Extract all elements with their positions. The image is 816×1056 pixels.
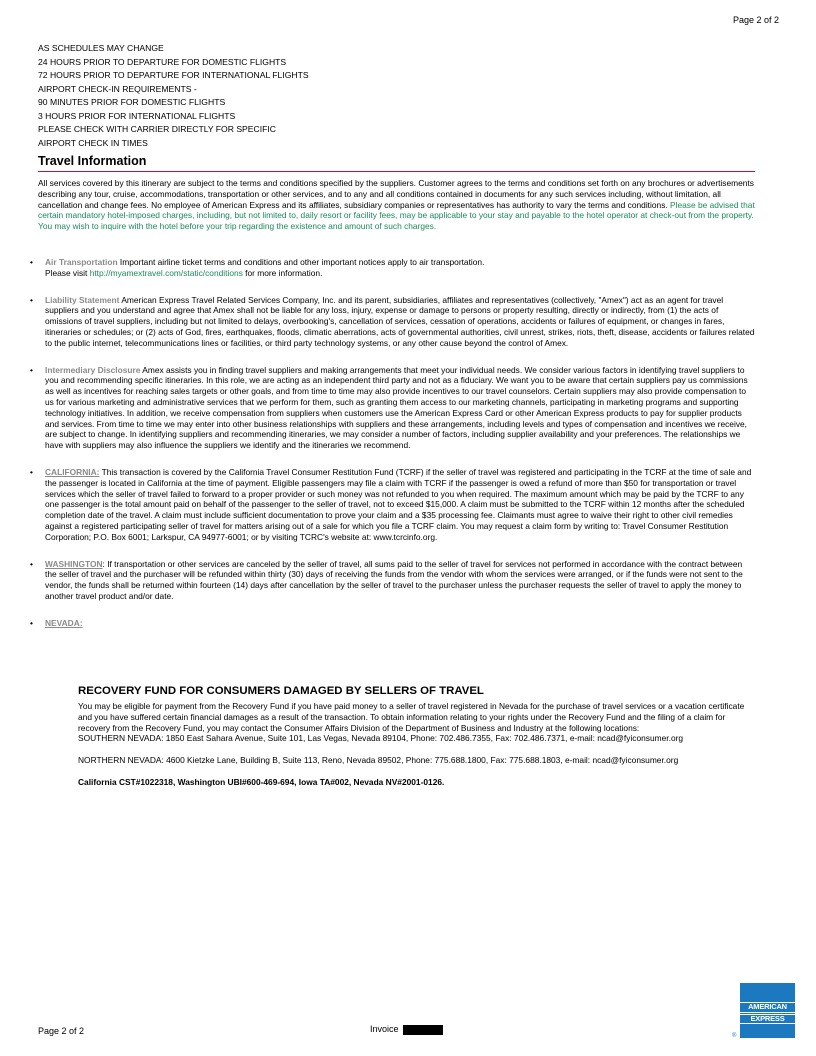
check-in-line: 90 MINUTES PRIOR FOR DOMESTIC FLIGHTS [38, 97, 226, 107]
bullet-dot: • [30, 257, 33, 267]
bullet-label: Air Transportation [45, 257, 118, 267]
invoice-footer [370, 1024, 443, 1035]
bullet-nevada [30, 618, 756, 629]
check-in-line: 24 HOURS PRIOR TO DEPARTURE FOR DOMESTIC FLIGHTS [38, 56, 287, 67]
check-in-notes [38, 42, 538, 150]
check-in-line: 3 HOURS PRIOR FOR INTERNATIONAL FLIGHTS [38, 110, 236, 121]
section-title: Travel Information [38, 153, 755, 172]
american-express-logo [740, 983, 795, 1038]
bullet-dot: • [30, 617, 33, 628]
check-in-line: PLEASE CHECK WITH CARRIER DIRECTLY FOR SPECIFIC [38, 124, 276, 134]
page-number-top: Page 2 of 2 [732, 15, 779, 25]
page-number-bottom: Page 2 of 2 [38, 1026, 85, 1036]
travel-info-intro [38, 178, 756, 232]
bullet-text: American Express Travel Related Services Company, Inc. and its parent, subsidiaries, affiliates and representatives (collectively, "Amex") act as an agent for travel suppliers and you understand and agree that Amex shall not be liable for any loss, injury, expense or damage to persons or property resulting, directly or indirectly, from (1) the acts of omissions of travel suppliers, including but not limited to delays, overbooking's, cancellation of services, cessation of operations, accidents or failures of equipment, or changes in fares, itineraries or schedules; or (2) acts of God, fires, earthquakes, floods, climatic aberrations, acts of governmental authorities, civil unrest, strikes, riots, theft, disease, accidents or failures related to the public internet, telecommunications lines or facilities, or third party technology systems, or any other cause beyond the control of Amex. [45, 294, 755, 348]
registration-numbers: California CST#1022318, Washington UBI#600-469-694, Iowa TA#002, Nevada NV#2001-0126. [78, 776, 445, 787]
bullet-dot: • [30, 558, 33, 569]
registered-mark: ® [732, 1033, 737, 1039]
check-in-line: AIRPORT CHECK-IN REQUIREMENTS - [38, 83, 197, 94]
bullet-liability-statement [30, 295, 756, 349]
terms-list [30, 257, 756, 645]
intro-text: All services covered by this itinerary are subject to the terms and conditions specified by the suppliers. Customer agrees to the terms and conditions set forth on any brochures or advertisements describing any tour, cruise, accommodations, transportation or other services, and to any and all conditions contained in documents for any such services including, without limitation, all cancellation and change fees. No employee of American Express and its affiliates, subsidiary companies or representatives has authority to vary the terms and conditions. [38, 178, 754, 210]
check-in-line: AIRPORT CHECK IN TIMES [38, 137, 148, 148]
bullet-text: Important airline ticket terms and conditions and other important notices apply to air transportation. [117, 257, 485, 267]
visit-prefix: Please visit [45, 267, 90, 278]
logo-line-2: EXPRESS [740, 1014, 795, 1025]
bullet-label: CALIFORNIA: [45, 466, 100, 477]
nevada-recovery-fund [78, 684, 758, 788]
conditions-link[interactable]: http://myamextravel.com/static/conditions [89, 267, 243, 278]
bullet-air-transportation [30, 257, 756, 279]
northern-nevada-address: NORTHERN NEVADA: 4600 Kietzke Lane, Building B, Suite 113, Reno, Nevada 89502, Phone: 775.688.1800, Fax: 775.688.1803, e-mail: ncad@fyiconsumer.org [78, 755, 679, 766]
bullet-label: Liability Statement [45, 294, 120, 305]
bullet-label: Intermediary Disclosure [45, 364, 141, 375]
bullet-dot: • [30, 294, 33, 305]
bullet-text: Amex assists you in finding travel suppliers and making arrangements that meet your individual needs. We consider various factors in identifying travel suppliers to you and recommending specific itineraries. In this role, we are acting as an independent third party and not as a fiduciary. We want you to be aware that certain suppliers pay us commissions as well as incentives for reaching sales targets or other goals, and from time to time may also provide incentives to our travel counselors. Certain suppliers may also provide compensation to us for various marketing and administrative services that we perform for them, such as granting them access to our marketing channels, participating in marketing programs and supporting technology initiatives. In addition, we receive compensation from suppliers when customers use the American Express Card or other American Express products to pay for supplier products and services. From time to time we may enter into other business relationships with suppliers and these arrangements, including levels and types of compensation and incentives we receive, are subject to change. In identifying suppliers and recommending itineraries, we may consider a number of factors, including supplier availability and your preferences. The relationships we have with suppliers may also influence the suppliers we identify and the itineraries we recommend. [45, 364, 748, 451]
southern-nevada-address: SOUTHERN NEVADA: 1850 East Sahara Avenue, Suite 101, Las Vegas, Nevada 89104, Phone: 702.486.7355, Fax: 702.486.7371, e-mail: ncad@fyiconsumer.org [78, 733, 684, 744]
bullet-washington [30, 559, 756, 602]
bullet-intermediary-disclosure [30, 365, 756, 451]
invoice-label: Invoice [370, 1024, 399, 1034]
recovery-fund-title: RECOVERY FUND FOR CONSUMERS DAMAGED BY SELLERS OF TRAVEL [78, 685, 484, 697]
bullet-text: : If transportation or other services are canceled by the seller of travel, all sums paid to the seller of travel for services not performed in accordance with the contract between the seller of travel and the purchaser will be refunded within thirty (30) days of receiving the funds from the vendor with whom the services were arranged, or if the funds were not sent to the vendor, the funds shall be returned within fourteen (14) days after cancellation by the seller of travel to the purchaser unless the purchaser requests the seller of travel to apply the money to another travel product and/or date. [45, 558, 743, 601]
invoice-number-redacted [403, 1025, 443, 1035]
intro-hotel-notice: Please be advised that certain mandatory hotel-imposed charges, including, but not limited to, daily resort or facility fees, may be applicable to your stay and payable to the hotel operator at check-out from the property. You may wish to inquire with the hotel before your trip regarding the existence and amount of such charges. [38, 199, 755, 232]
bullet-label: NEVADA: [45, 617, 83, 628]
check-in-line: 72 HOURS PRIOR TO DEPARTURE FOR INTERNATIONAL FLIGHTS [38, 70, 309, 80]
bullet-california [30, 467, 756, 543]
logo-line-1: AMERICAN [740, 1002, 795, 1013]
bullet-dot: • [30, 364, 33, 375]
recovery-fund-paragraph: You may be eligible for payment from the Recovery Fund if you have paid money to a seller of travel registered in Nevada for the purchase of travel services or a vacation certificate and you have suffered certain financial damages as a result of the transaction. To obtain information relating to your rights under the Recovery Fund and the filing of a claim for recovery from the Recovery Fund, you may contact the Consumer Affairs Division of the Department of Business and Industry at the following locations: [78, 701, 745, 733]
logo-wordmark [740, 1001, 795, 1025]
bullet-label: WASHINGTON [45, 558, 103, 569]
bullet-text: This transaction is covered by the California Travel Consumer Restitution Fund (TCRF) if the seller of travel was registered and participating in the TCRF at the time of sale and the passenger is located in California at the time of payment. Eligible passengers may file a claim with TCRF if the passenger is owed a refund of more than $50 for transportation or travel services which the seller of travel failed to forward to a proper provider or such money was not refunded to you when required. The maximum amount which may be paid by the TCRF to any one passenger is the total amount paid on behalf of the passenger to the seller of travel, not to exceed $15,000. A claim must be submitted to the TCRF within 12 months after the scheduled completion date of the travel. A claim must include sufficient documentation to prove your claim and a $35 processing fee. Claimants must agree to waive their right to other civil remedies against a registered participating seller of travel for matters arising out of a sale for which you file a TCRF claim. You may request a claim form by writing to: Travel Consumer Restitution Corporation; P.O. Box 6001; Larkspur, CA 94977-6001; or by visiting TCRC's website at: www.tcrcinfo.org. [45, 466, 752, 542]
bullet-dot: • [30, 466, 33, 477]
check-in-line: AS SCHEDULES MAY CHANGE [38, 43, 164, 53]
visit-suffix: for more information. [242, 267, 323, 278]
